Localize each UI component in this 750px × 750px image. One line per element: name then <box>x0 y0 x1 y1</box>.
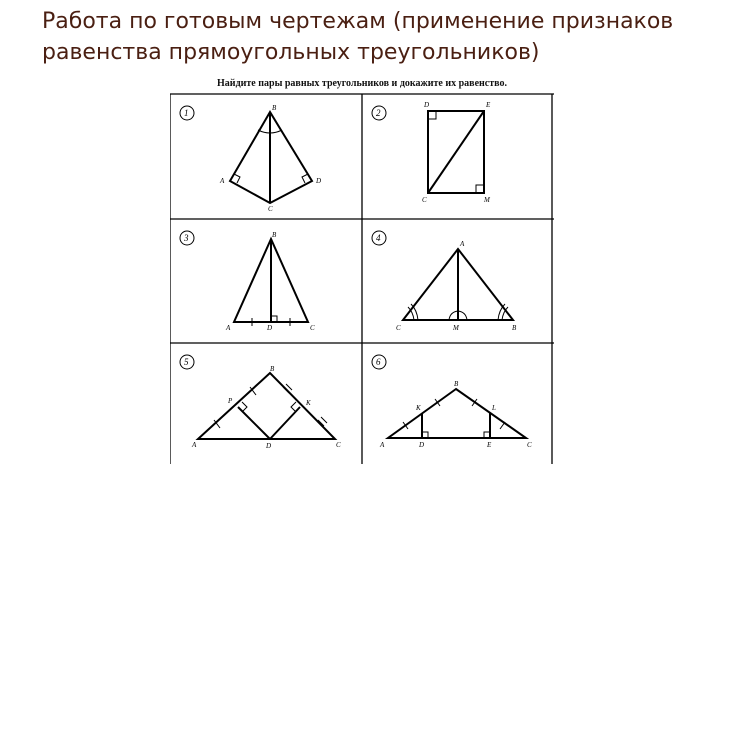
panel-6-label-L: L <box>492 404 496 412</box>
panel-5-label-B: B <box>270 365 275 373</box>
panel-3-label-A: A <box>226 324 231 332</box>
panel-1-label-C: C <box>268 205 273 213</box>
panel-4-label-B: B <box>512 324 517 332</box>
title-line-2: равенства прямоугольных треугольников) <box>42 40 540 65</box>
panel-2-label-D: D <box>424 101 430 109</box>
panel-5-label-A: A <box>192 441 197 449</box>
page-title <box>42 6 722 68</box>
worksheet-instruction: Найдите пары равных треугольников и докажите их равенство. <box>217 78 507 89</box>
panel-2-label-E: E <box>486 101 491 109</box>
worksheet <box>170 76 554 466</box>
panel-1-figure <box>180 104 321 213</box>
panel-6-label-C: C <box>527 441 532 449</box>
panel-6-figure <box>372 355 532 449</box>
panel-5-figure <box>180 355 341 450</box>
panel-4-figure <box>372 231 517 332</box>
panel-2-figure <box>372 101 491 204</box>
panel-5-label-D: D <box>266 442 272 450</box>
worksheet-grid <box>170 94 554 464</box>
worksheet-drawings <box>170 76 554 466</box>
panel-6-label-D: D <box>419 441 425 449</box>
panel-6-label-B: B <box>454 380 459 388</box>
panel-1-number: 1 <box>184 108 189 118</box>
panel-6-label-A: A <box>380 441 385 449</box>
panel-6-number: 6 <box>376 357 381 367</box>
panel-1-label-A: A <box>220 177 225 185</box>
panel-3-number: 3 <box>184 233 189 243</box>
panel-2-label-M: M <box>484 196 490 204</box>
panel-4-label-A: A <box>460 240 465 248</box>
panel-2-number: 2 <box>376 108 381 118</box>
panel-1-label-B: B <box>272 104 277 112</box>
panel-2-label-C: C <box>422 196 427 204</box>
panel-5-number: 5 <box>184 357 189 367</box>
panel-1-label-D: D <box>316 177 322 185</box>
title-line-1: Работа по готовым чертежам (применение признаков <box>42 9 674 34</box>
panel-4-number: 4 <box>376 233 381 243</box>
panel-3-label-B: B <box>272 231 277 239</box>
panel-6-label-K: K <box>416 404 421 412</box>
panel-6-label-E: E <box>487 441 492 449</box>
panel-5-label-P: P <box>228 397 233 405</box>
panel-4-label-C: C <box>396 324 401 332</box>
panel-3-figure <box>180 231 315 332</box>
panel-4-label-M: M <box>453 324 459 332</box>
panel-3-label-C: C <box>310 324 315 332</box>
panel-5-label-K: K <box>306 399 311 407</box>
panel-5-label-C: C <box>336 441 341 449</box>
panel-3-label-D: D <box>267 324 273 332</box>
